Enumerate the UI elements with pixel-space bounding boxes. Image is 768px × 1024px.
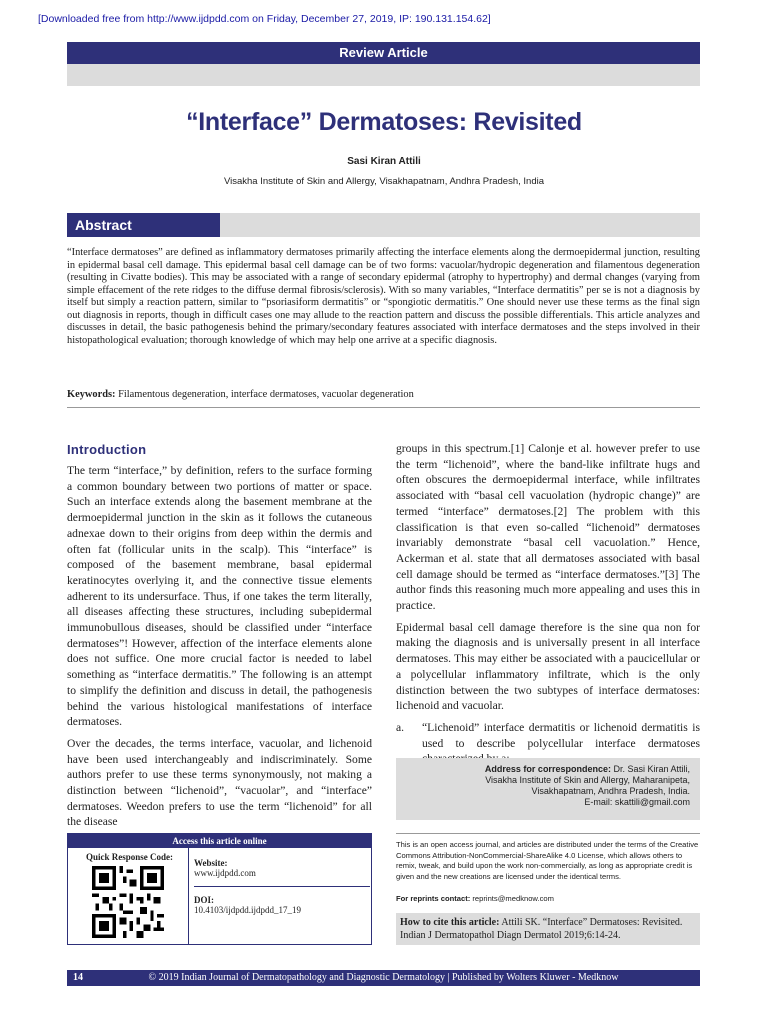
page-number: 14: [73, 972, 83, 983]
citation-box: [396, 913, 700, 945]
correspondence-line: Visakhapatnam, Andhra Pradesh, India.: [531, 786, 690, 796]
qr-label: Quick Response Code:: [86, 852, 174, 862]
correspondence-name: Dr. Sasi Kiran Attili,: [613, 764, 690, 774]
qr-code-icon[interactable]: [92, 866, 164, 938]
access-online-box: [67, 833, 372, 945]
correspondence-box: [396, 758, 700, 820]
divider: [67, 407, 700, 408]
section-heading-introduction: Introduction: [67, 442, 147, 457]
correspondence-line: Visakha Institute of Skin and Allergy, Maharanipeta,: [485, 775, 690, 785]
paragraph: Over the decades, the terms interface, vacuolar, and lichenoid have been used interchangeably and indiscriminately. Some authors prefer to use these terms synonymously, not making a distinction between “lichenoid”, “vacuolar”, and “interface” dermatoses. Weedon prefers to use the term “lichenoid” for all the disease: [67, 736, 372, 829]
cite-label: How to cite this article:: [400, 917, 500, 928]
website-label: Website:: [194, 858, 228, 868]
access-details: [194, 848, 370, 915]
list-item-text: “Lichenoid” interface dermatitis or lichenoid dermatitis is used to describe polycellular interface dermatoses: [422, 720, 700, 750]
abstract-gray-strip: [220, 213, 700, 237]
keywords-text: Filamentous degeneration, interface dermatoses, vacuolar degeneration: [118, 389, 414, 400]
correspondence-email: E-mail: skattili@gmail.com: [584, 797, 690, 807]
list-marker: a.: [396, 720, 405, 734]
license-info: [396, 833, 700, 905]
article-type-band: Review Article: [67, 42, 700, 64]
license-text: This is an open access journal, and articles are distributed under the terms of the Creative Commons Attribution-NonCommercial-ShareAlike 4.0 License, which allows others to remix, tweak, and build upon the work non-commercially, as long as appropriate credit is given and the new creations are licensed under the identical terms.: [396, 833, 700, 882]
footer-text: © 2019 Indian Journal of Dermatopathology and Diagnostic Dermatology | Published by Wolters Kluwer - Medknow: [148, 972, 619, 983]
correspondence-label: Address for correspondence:: [484, 764, 611, 774]
website-block: [194, 848, 370, 887]
access-heading: Access this article online: [68, 834, 371, 848]
author-name: Sasi Kiran Attili: [347, 156, 421, 167]
keywords: [67, 389, 700, 400]
website-link[interactable]: www.ijdpdd.com: [194, 868, 256, 878]
doi-block: [194, 887, 370, 915]
paragraph: groups in this spectrum.[1] Calonje et al. however prefer to use the term “lichenoid”, where the band-like infiltrate hugs and often obscures the dermoepidermal interface, while infiltrates associated with “basal cell vacuolation (hydropic change)” are termed “interface” dermatoses.[2] The problem with this classification is that even so-called “lichenoid” dermatoses invariably demonstrate “basal cell vacuolation.” Hence, Ackerman et al. state that all dermatoses associated with basal cell damage should be termed as “interface dermatoses.”[3] The author finds this reasoning much more appealing and uses this in practice.: [396, 442, 700, 613]
paragraph: Epidermal basal cell damage therefore is the sine qua non for making the diagnosis and is universally present in all interface dermatoses. This may either be associated with a paucicellular or a polycellular inflammatory infiltrate, which is the only distinction between the two subtypes of interface dermatoses: lichenoid and vacuolar.: [396, 620, 700, 713]
column-left: [67, 463, 372, 836]
qr-panel: [68, 848, 189, 944]
cite-text: Attili SK. “Interface” Dermatoses: Revisited. Indian J Dermatopathol Diagn Dermatol 2019;6:14-24.: [400, 917, 683, 941]
reprints-label: For reprints contact:: [396, 894, 471, 903]
header-gray-strip: [67, 64, 700, 86]
paragraph: The term “interface,” by definition, refers to the surface forming a common boundary between two portions of matter or space. Such an interface extends along the basement membrane at the dermoepidermal junction in the skin as it follows the cutaneous adnexae down to their origins from deep within the dermis and often fat (follicular units in the scalp). This “interface” is composed of the basement membrane, basal epidermal keratinocytes overlying it, and the connective tissue elements adherent to its undersurface. Thus, if one takes the term literally, all diseases affecting these structures, including subepidermal immunobullous diseases, should be classified under “interface dermatoses”! However, affection of the interface elements alone does not suffice. One more crucial factor is needed to label something as “interface dermatitis.” The following is an attempt to simplify the definition and discuss in detail, the pathogenesis behind the various histological manifestations of interface dermatoses.: [67, 464, 372, 729]
reprints-email[interactable]: reprints@medknow.com: [472, 894, 554, 903]
column-right: [396, 441, 700, 767]
download-notice: [Downloaded free from http://www.ijdpdd.com on Friday, December 27, 2019, IP: 190.131.154.62]: [38, 13, 491, 25]
doi-label: DOI:: [194, 895, 214, 905]
abstract-heading: Abstract: [67, 213, 220, 237]
page-footer: [67, 970, 700, 986]
abstract-text: “Interface dermatoses” are defined as inflammatory dermatoses primarily affecting the interface elements along the dermoepidermal junction, resulting in epidermal basal cell damage. This epidermal basal cell damage can be of two forms: vacuolar/hydropic degeneration and filamentous degeneration (resulting in Civatte bodies). This may be associated with a range of secondary epidermal (atrophy to hypertrophy) and dermal changes (varying from simple effacement of the rete ridges to the diffuse dermal fibrosis/sclerosis). With so many variables, “Interface dermatitis” per se is not a diagnosis by itself but simply a reaction pattern, similar to “psoriasiform dermatitis” or “spongiotic dermatitis.” One should never use these terms as the final sign out diagnosis in reports, though in difficult cases one may allude to the reaction pattern and discuss the possible differentials. This article analyzes and discusses in detail, the basic pathogenesis behind the primary/secondary features associated with interface dermatoses and the steps involved in their histopathological evaluation; thorough knowledge of which may help one arrive at a specific diagnosis.: [67, 247, 700, 346]
author-affiliation: Visakha Institute of Skin and Allergy, Visakhapatnam, Andhra Pradesh, India: [223, 176, 545, 187]
keywords-label: Keywords:: [67, 389, 116, 400]
article-title: “Interface” Dermatoses: Revisited: [186, 108, 582, 136]
doi-link[interactable]: 10.4103/ijdpdd.ijdpdd_17_19: [194, 905, 302, 915]
reprints-line: [396, 894, 700, 905]
